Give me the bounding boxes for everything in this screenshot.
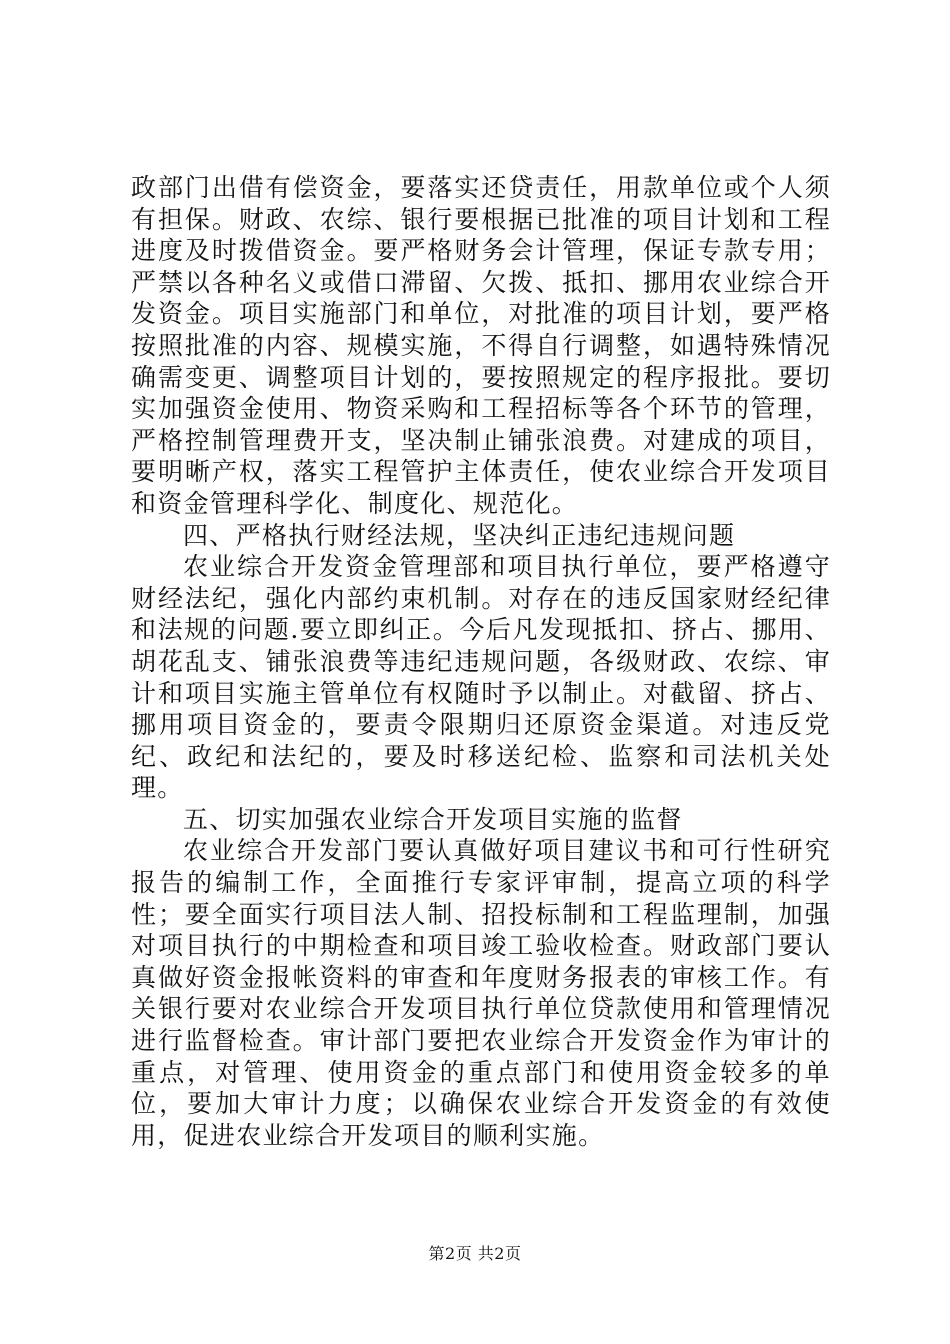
paragraph-section-four: 农业综合开发资金管理部和项目执行单位，要严格遵守财经法纪，强化内部约束机制。对存在的违反国家财经纪律和法规的问题.要立即纠正。今后凡发现抵扣、挤占、挪用、胡花乱支、铺张浪费等违纪违规问题，各级财政、农综、审计和项目实施主管单位有权随时予以制止。对截留、挤占、挪用项目资金的，要责令限期归还原资金渠道。对违反党纪、政纪和法纪的，要及时移送纪检、监察和司法机关处理。: [131, 552, 831, 803]
section-heading-four: 四、严格执行财经法规，坚决纠正违纪违规问题: [183, 520, 736, 550]
paragraph-section-five: 农业综合开发部门要认真做好项目建议书和可行性研究报告的编制工作，全面推行专家评审制，提高立项的科学性；要全面实行项目法人制、招投标制和工程监理制，加强对项目执行的中期检查和项目竣工验收检查。财政部门要认真做好资金报帐资料的审查和年度财务报表的审核工作。有关银行要对农业综合开发项目执行单位贷款使用和管理情况进行监督检查。审计部门要把农业综合开发资金作为审计的重点，对管理、使用资金的重点部门和使用资金较多的单位，要加大审计力度；以确保农业综合开发资金的有效使用，促进农业综合开发项目的顺利实施。: [131, 836, 831, 1150]
paragraph-continuation: 政部门出借有偿资金，要落实还贷责任，用款单位或个人须有担保。财政、农综、银行要根据已批准的项目计划和工程进度及时拨借资金。要严格财务会计管理，保证专款专用；严禁以各种名义或借口滞留、欠拨、抵扣、挪用农业综合开发资金。项目实施部门和单位，对批准的项目计划，要严格按照批准的内容、规模实施，不得自行调整，如遇特殊情况确需变更、调整项目计划的，要按照规定的程序报批。要切实加强资金使用、物资采购和工程招标等各个环节的管理，严格控制管理费开支，坚决制止铺张浪费。对建成的项目，要明晰产权，落实工程管护主体责任，使农业综合开发项目和资金管理科学化、制度化、规范化。: [131, 173, 831, 518]
document-body: [131, 172, 831, 1151]
page-number-footer: 第2页 共2页: [428, 1244, 522, 1263]
section-heading-five: 五、切实加强农业综合开发项目实施的监督: [183, 804, 683, 834]
